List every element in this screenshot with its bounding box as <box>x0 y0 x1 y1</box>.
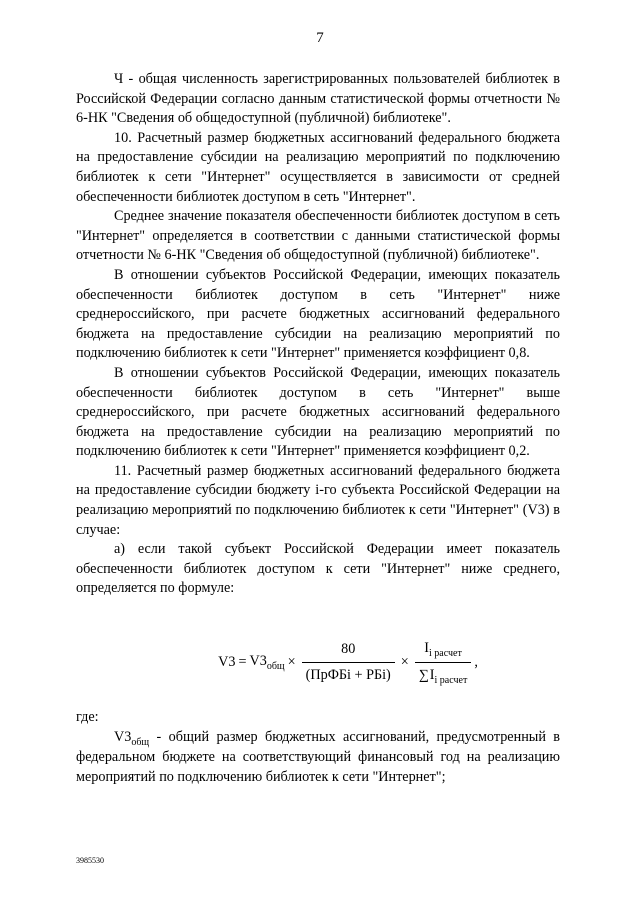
where-label: где: <box>76 709 99 726</box>
formula-times-1: × <box>287 653 296 670</box>
definition-v3-total <box>76 728 560 788</box>
formula-lhs: V3 <box>218 653 236 670</box>
document-body <box>76 70 560 788</box>
paragraph-average-value: Среднее значение показателя обеспеченности библиотек доступом в сеть "Интернет" определяется в соответствии с данными статистической формы отчетности № 6-НК "Сведения об общедоступной (публичной) библиотеке". <box>76 208 560 264</box>
formula-v3 <box>76 639 560 686</box>
formula-equals: = <box>238 653 247 670</box>
definition-term: $V3_{общ}$ <box>114 728 150 748</box>
paragraph-above-average: В отношении субъектов Российской Федерации, имеющих показатель обеспеченности библиотек доступом в сеть "Интернет" выше среднероссийского, при расчете бюджетных ассигнований федерального бюджета на предоставление субсидии на реализацию мероприятий по подключению библиотек к сети "Интернет" применяется коэффициент 0,2. <box>76 364 560 460</box>
paragraph-subitem-a: а) если такой субъект Российской Федерации имеет показатель обеспеченности библиотек доступом к сети "Интернет" ниже среднего, определяется по формуле: <box>76 541 560 597</box>
page-number: 7 <box>316 30 324 46</box>
fraction-2-denominator: $\sum I_{i расчет}$ <box>415 662 472 687</box>
formula-times-2: × <box>400 653 409 670</box>
formula-fraction-1 <box>302 640 395 685</box>
fraction-2-numerator: $I_{i расчет}$ <box>424 640 462 660</box>
paragraph-item-11: 11. Расчетный размер бюджетных ассигнований федерального бюджета на предоставление субсидии бюджету i-го субъекта Российской Федерации на реализацию мероприятий по подключению библиотек к сети "Интернет" (V3) в случае: <box>76 462 560 538</box>
formula-fraction-2 <box>415 639 472 686</box>
paragraph-ch-definition: Ч - общая численность зарегистрированных пользователей библиотек в Российской Федерации согласно данным статистической формы отчетности № 6-НК "Сведения об общедоступной (публичной) библиотеке". <box>76 71 560 127</box>
sum-symbol: ∑ <box>418 667 429 683</box>
fraction-1-numerator: 80 <box>341 641 356 658</box>
paragraph-below-average: В отношении субъектов Российской Федерации, имеющих показатель обеспеченности библиотек доступом в сеть "Интернет" ниже среднероссийского, при расчете бюджетных ассигнований федерального бюджета на предоставление субсидии на реализацию мероприятий по подключению библиотек к сети "Интернет" применяется коэффициент 0,8. <box>76 266 560 362</box>
formula-trailing-comma: , <box>474 653 478 670</box>
document-code: 3985530 <box>76 856 104 865</box>
formula-v3-total: $V3_{общ}$ <box>249 653 285 673</box>
fraction-1-denominator: (ПрФБi + РБi) <box>302 662 395 686</box>
paragraph-item-10: 10. Расчетный размер бюджетных ассигнований федерального бюджета на предоставление субсидии на реализацию мероприятий по подключению библиотек к сети "Интернет" осуществляется в зависимости от средней обеспеченности библиотек доступом в сеть "Интернет". <box>76 129 560 205</box>
definition-text: - общий размер бюджетных ассигнований, предусмотренный в федеральном бюджете на соответствующий финансовый год на реализацию мероприятий по подключению библиотек к сети "Интернет"; <box>76 728 560 785</box>
